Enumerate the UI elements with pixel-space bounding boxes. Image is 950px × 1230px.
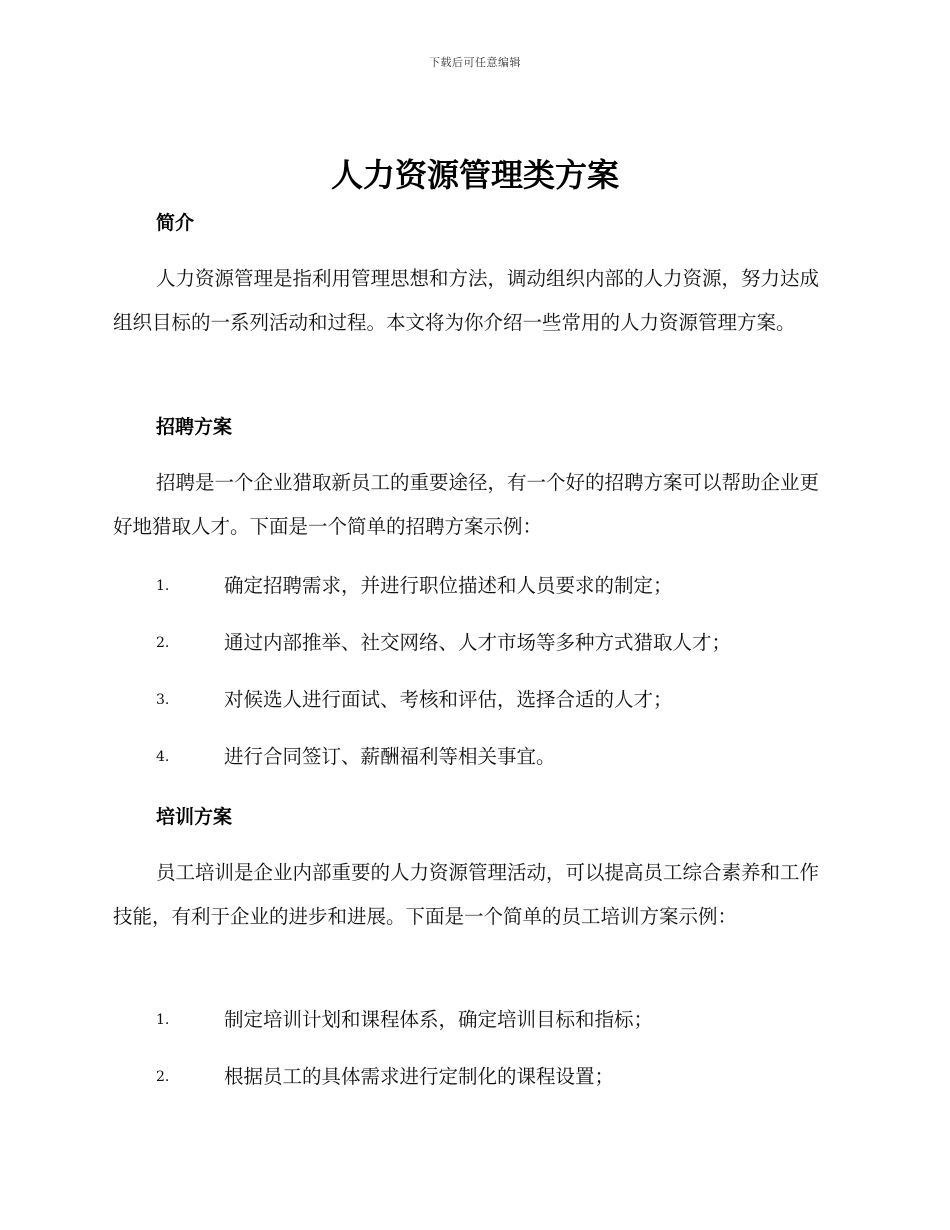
intro-paragraph: 人力资源管理是指利用管理思想和方法，调动组织内部的人力资源，努力达成组织目标的一系列活动和过程。本文将为你介绍一些常用的人力资源管理方案。 [113,267,820,334]
list-text: 制定培训计划和课程体系，确定培训目标和指标； [224,1008,654,1031]
list-number: 1. [156,1012,170,1028]
list-text: 进行合同签订、薪酬福利等相关事宜。 [224,745,556,768]
list-item [156,742,836,772]
list-number: 2. [156,635,170,651]
list-number: 3. [156,692,170,708]
list-item [156,628,836,658]
recruit-paragraph: 招聘是一个企业猎取新员工的重要途径，有一个好的招聘方案可以帮助企业更好地猎取人才。下面是一个简单的招聘方案示例： [113,471,820,538]
section-heading-recruit: 招聘方案 [156,416,233,438]
list-text: 对候选人进行面试、考核和评估，选择合适的人才； [224,688,673,711]
list-item [156,1005,836,1035]
list-text: 确定招聘需求，并进行职位描述和人员要求的制定； [224,574,673,597]
list-item [156,685,836,715]
list-number: 4. [156,749,170,765]
section-heading-intro: 简介 [156,212,195,234]
list-item [156,571,836,601]
document-title: 人力资源管理类方案 [330,156,619,194]
section-heading-training: 培训方案 [156,806,233,828]
list-number: 1. [156,578,170,594]
list-number: 2. [156,1069,170,1085]
list-text: 根据员工的具体需求进行定制化的课程设置； [224,1065,615,1088]
training-paragraph: 员工培训是企业内部重要的人力资源管理活动，可以提高员工综合素养和工作技能，有利于企业的进步和进展。下面是一个简单的员工培训方案示例： [113,861,820,928]
list-item [156,1062,836,1092]
list-text: 通过内部推举、社交网络、人才市场等多种方式猎取人才； [224,631,732,654]
header-note: 下载后可任意编辑 [429,56,521,69]
